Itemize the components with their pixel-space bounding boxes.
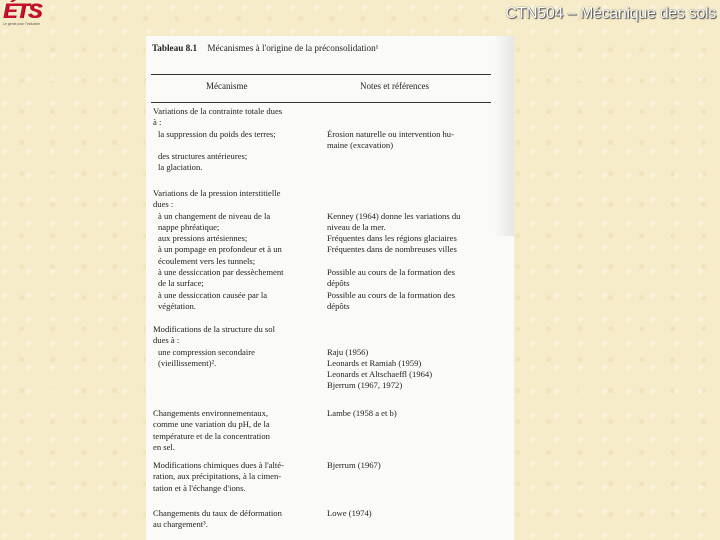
notes-line	[327, 117, 497, 128]
notes-line: Raju (1956)	[327, 346, 369, 357]
notes-line: Bjerrum (1967)	[327, 460, 381, 470]
mechanism-line: des structures antérieures;	[158, 151, 248, 162]
mechanism-line	[153, 369, 316, 380]
table-title: Mécanismes à l'origine de la préconsolidation¹	[207, 43, 379, 53]
notes-cell	[327, 324, 497, 392]
mechanism-cell	[153, 460, 316, 494]
mechanism-line: au chargement³.	[153, 519, 208, 530]
mechanism-cell	[153, 106, 316, 174]
notes-cell	[327, 508, 497, 519]
notes-line: Fréquentes dans de nombreuses villes	[327, 244, 457, 255]
mechanism-line: Changements environnementaux,	[153, 408, 269, 418]
notes-line: Leonards et Ramiah (1959)	[327, 357, 422, 368]
notes-line: Leonards et Altschaeffl (1964)	[327, 369, 433, 380]
mechanism-line: température et de la concentration	[153, 430, 270, 441]
column-header-mechanism: Mécanisme	[206, 81, 248, 91]
notes-line: Érosion naturelle ou intervention hu-	[327, 128, 454, 139]
table-top-rule	[151, 74, 491, 75]
mechanism-line: Variations de la pression interstitielle	[153, 188, 281, 198]
mechanism-line: la glaciation.	[158, 162, 203, 173]
notes-line	[327, 106, 497, 117]
notes-line: Lowe (1974)	[327, 508, 372, 518]
notes-line: Kenney (1964) donne les variations du	[327, 210, 461, 221]
notes-line: dépôts	[327, 278, 350, 289]
scan-edge-shadow	[494, 36, 514, 236]
notes-line	[327, 335, 497, 346]
course-title: CTN504 – Mécanique des sols	[505, 5, 716, 22]
mechanism-line: Modifications de la structure du sol	[153, 324, 275, 334]
notes-cell	[327, 188, 497, 312]
mechanism-cell	[153, 324, 316, 392]
mechanism-line: ration, aux précipitations, à la cimen-	[153, 471, 282, 482]
notes-cell	[327, 408, 497, 419]
mechanism-line: Changements du taux de déformation	[153, 508, 282, 518]
mechanism-line: à :	[153, 117, 162, 128]
logo-tagline: Le génie pour l'industrie	[3, 22, 41, 26]
mechanism-line: tation et à l'échange d'ions.	[153, 482, 246, 493]
notes-line: Lambe (1958 a et b)	[327, 408, 397, 418]
mechanism-line: une compression secondaire	[158, 346, 255, 357]
mechanism-line: la suppression du poids des terres;	[158, 128, 276, 139]
ets-logo	[3, 2, 73, 28]
mechanism-line: végétation.	[158, 300, 196, 311]
notes-cell	[327, 106, 497, 151]
notes-line	[327, 324, 497, 335]
mechanism-cell	[153, 188, 316, 312]
scanned-table-page	[146, 36, 514, 540]
mechanism-cell	[153, 408, 316, 453]
mechanism-line: à une dessiccation par dessèchement	[158, 267, 284, 278]
table-caption	[152, 43, 378, 54]
mechanism-line: dues à :	[153, 335, 180, 346]
mechanism-line: nappe phréatique;	[158, 221, 220, 232]
notes-line	[327, 256, 497, 267]
mechanism-line: comme une variation du pH, de la	[153, 419, 270, 430]
notes-line: Bjerrum (1967, 1972)	[327, 380, 403, 391]
mechanism-line: Variations de la contrainte totale dues	[153, 106, 283, 116]
notes-cell	[327, 460, 497, 471]
mechanism-line: à un pompage en profondeur et à un	[158, 244, 282, 255]
table-header-rule	[151, 102, 491, 103]
mechanism-line: à un changement de niveau de la	[158, 210, 271, 221]
mechanism-line	[153, 380, 316, 391]
notes-line: dépôts	[327, 300, 350, 311]
mechanism-line: écoulement vers les tunnels;	[158, 255, 256, 266]
notes-line	[327, 188, 497, 199]
mechanism-line: à une dessiccation causée par la	[158, 289, 268, 300]
notes-line: niveau de la mer.	[327, 221, 386, 232]
mechanism-line: en sel.	[153, 441, 175, 452]
mechanism-line: de la surface;	[158, 278, 204, 289]
mechanism-line: Modifications chimiques dues à l'alté-	[153, 460, 284, 470]
mechanism-line: dues :	[153, 199, 174, 210]
column-header-notes: Notes et références	[360, 81, 429, 91]
table-number: Tableau 8.1	[152, 43, 198, 53]
notes-line: Fréquentes dans les régions glaciaires	[327, 233, 457, 244]
notes-line: Possible au cours de la formation des	[327, 267, 455, 278]
logo-mark: ÉTS	[3, 0, 41, 23]
mechanism-line	[153, 140, 316, 151]
notes-line: maine (excavation)	[327, 139, 394, 150]
notes-line	[327, 199, 497, 210]
notes-line: Possible au cours de la formation des	[327, 289, 455, 300]
mechanism-cell	[153, 508, 316, 531]
mechanism-line: (vieillissement)².	[158, 357, 217, 368]
mechanism-line: aux pressions artésiennes;	[158, 233, 248, 244]
